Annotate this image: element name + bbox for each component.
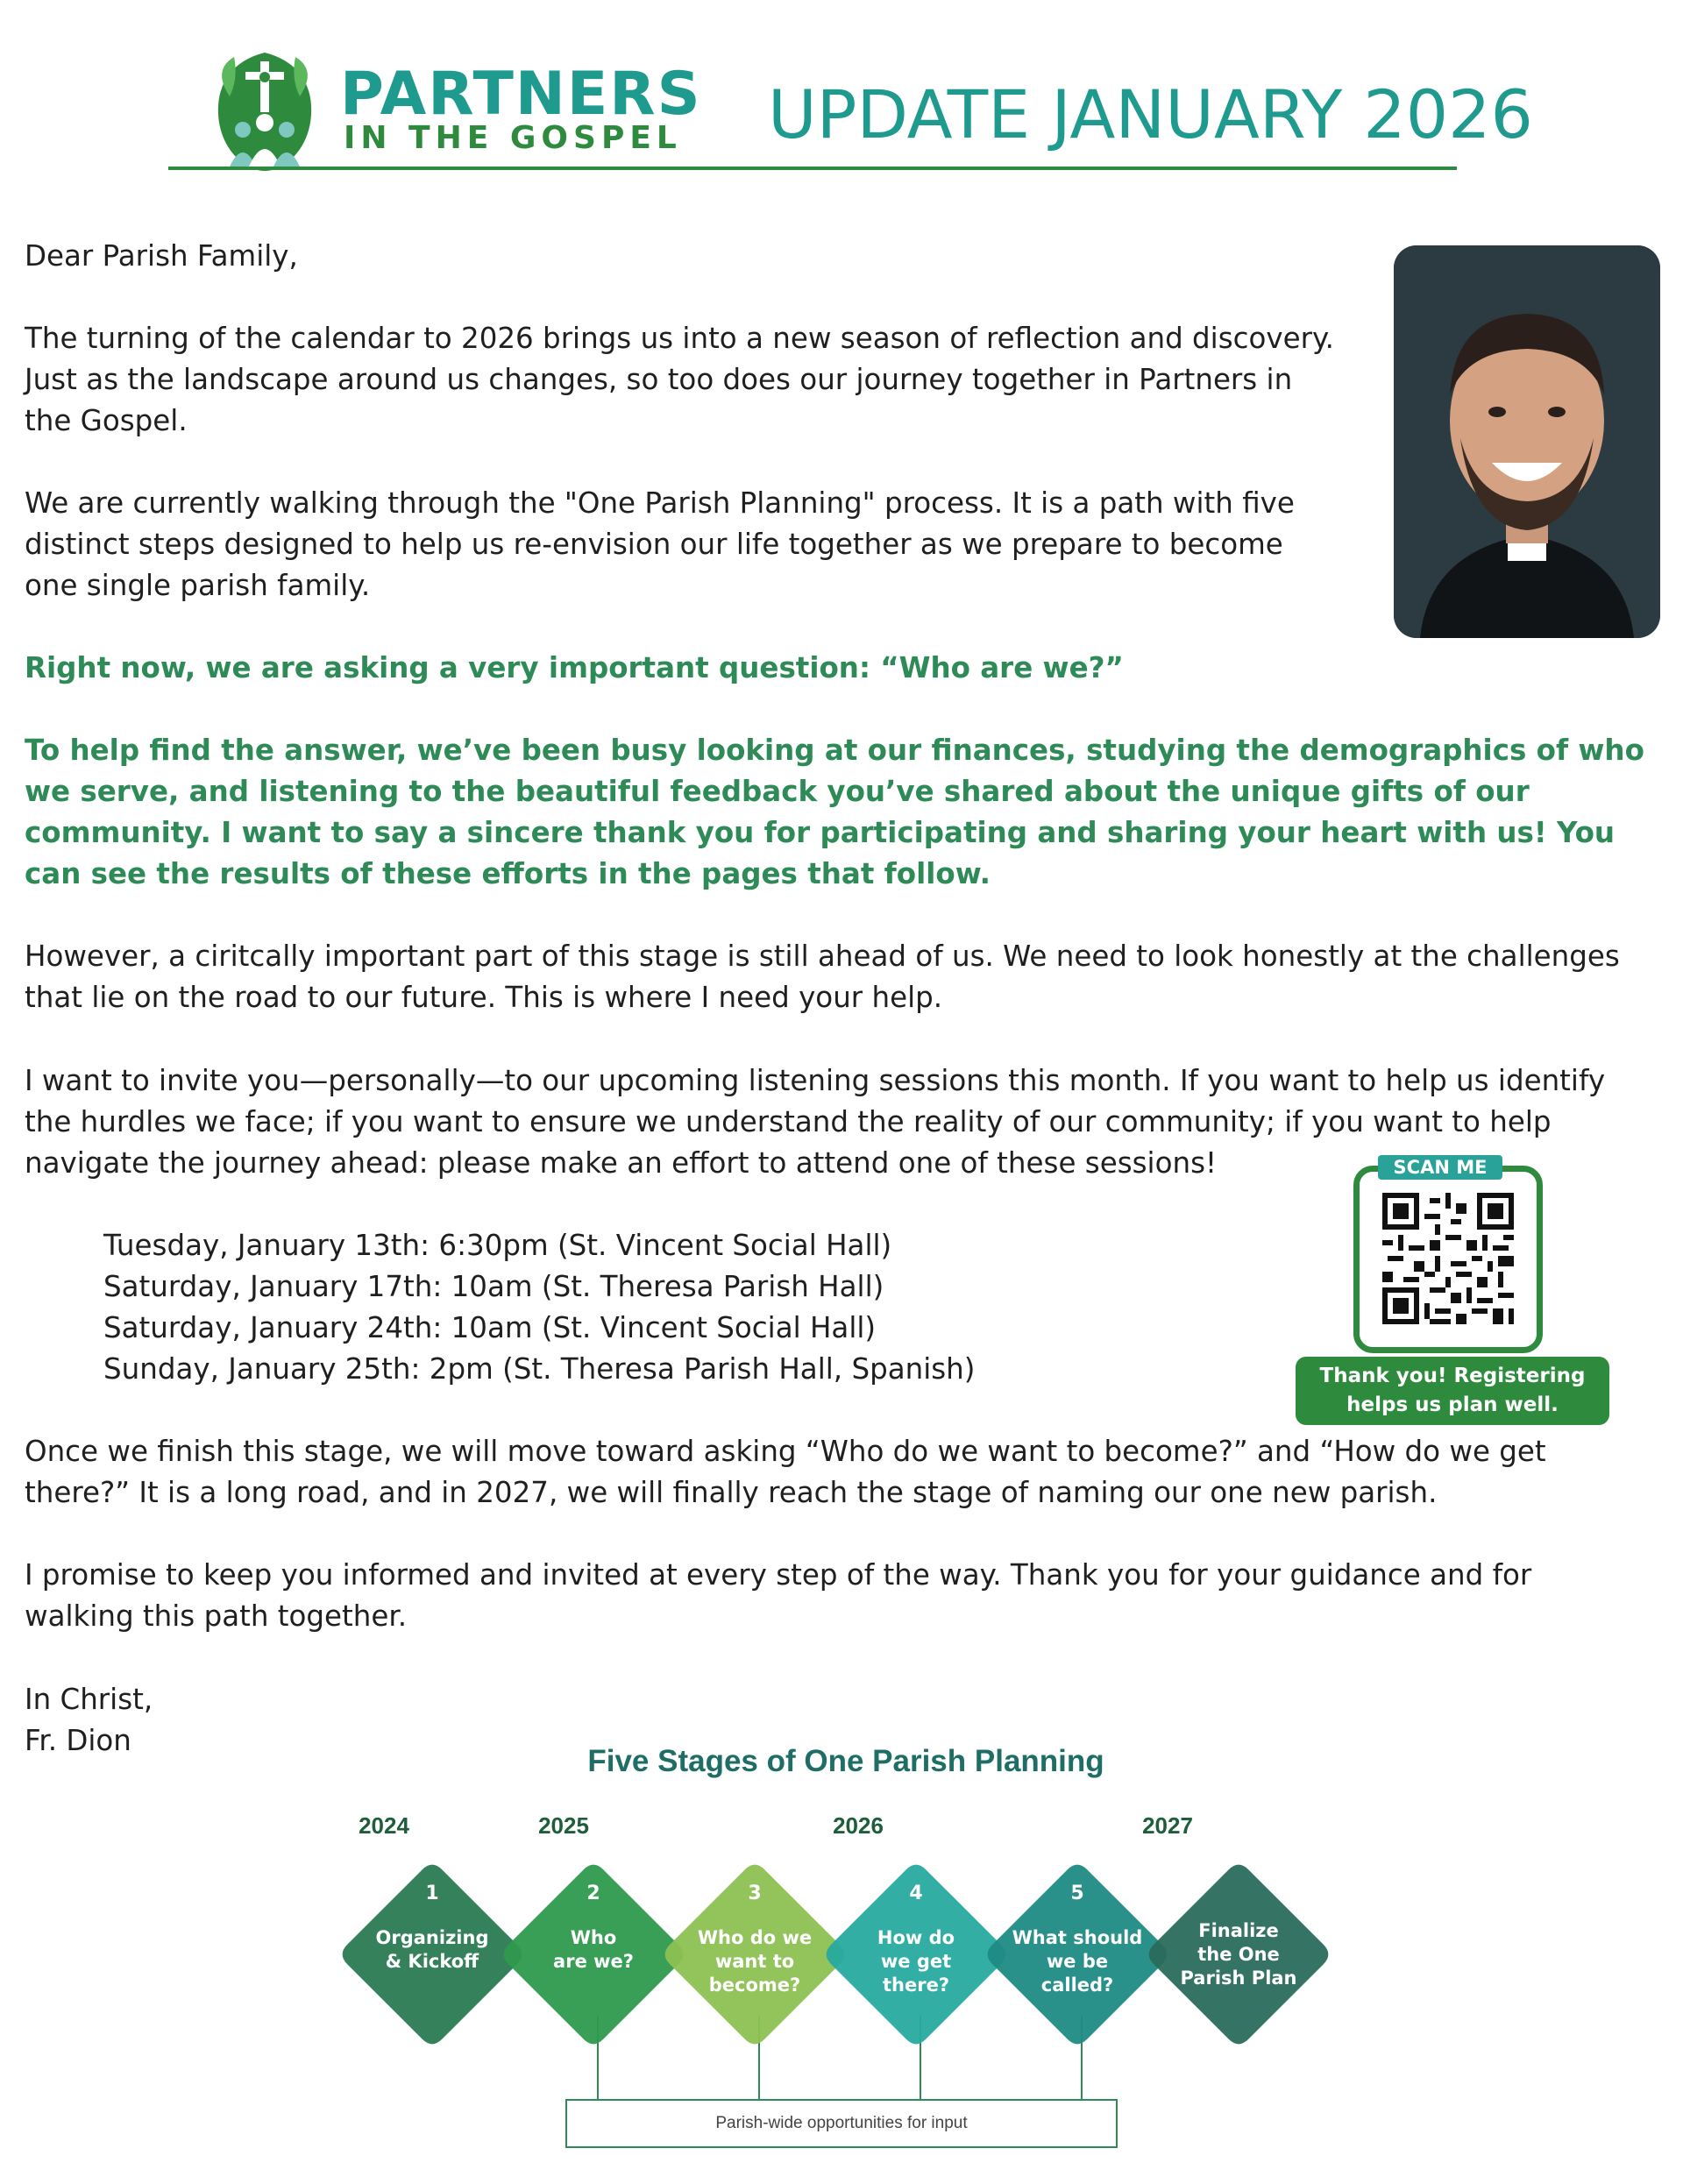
diagram-title: Five Stages of One Parish Planning xyxy=(587,1744,1104,1778)
letter-signature: Fr. Dion xyxy=(25,1724,131,1757)
session-item: Saturday, January 17th: 10am (St. Theresa Parish Hall) xyxy=(103,1270,884,1303)
stage-number: 4 xyxy=(909,1883,923,1904)
stage-label-line: the One xyxy=(1197,1944,1280,1965)
qr-caption-line: helps us plan well. xyxy=(1346,1393,1559,1416)
qr-caption-line: Thank you! Registering xyxy=(1319,1365,1586,1387)
letter-paragraph-4-highlight: To help find the answer, we’ve been busy looking at our finances, studying the demographics of who we serve, and listening to the beautiful feedback you’ve shared about the unique gifts of our community. I want to say a sincere thank you for participating and sharing your heart with us! You can see the results of these efforts in the pages that follow. xyxy=(25,734,1644,890)
stage-label-line: there? xyxy=(882,1975,949,1996)
qr-caption-badge xyxy=(1296,1357,1609,1425)
stage-label-line: How do xyxy=(877,1927,955,1948)
letter-greeting: Dear Parish Family, xyxy=(25,239,298,273)
qr-code-frame[interactable] xyxy=(1353,1166,1543,1353)
stage-number: 2 xyxy=(586,1883,600,1904)
stage-label-line: are we? xyxy=(553,1951,634,1972)
stage-label xyxy=(362,1926,502,1974)
letter-paragraph-8: I promise to keep you informed and invited at every step of the way. Thank you for your guidance and for walking this path together. xyxy=(25,1558,1532,1633)
session-item: Saturday, January 24th: 10am (St. Vincent Social Hall) xyxy=(103,1311,877,1344)
stage-label-line: want to xyxy=(714,1951,795,1972)
stage-label-line: Finalize xyxy=(1198,1920,1279,1941)
stage-label-line: What should xyxy=(1012,1927,1143,1948)
session-item: Sunday, January 25th: 2pm (St. Theresa Parish Hall, Spanish) xyxy=(103,1352,976,1386)
stage-label-line: Organizing xyxy=(375,1927,489,1948)
letter-paragraph-3-highlight: Right now, we are asking a very important question: “Who are we?” xyxy=(25,651,1124,684)
year-label-2026: 2026 xyxy=(833,1812,884,1839)
stage-label xyxy=(1168,1919,1309,1990)
letter-paragraph-6: I want to invite you—personally—to our upcoming listening sessions this month. If you want to help us identify the hurdles we face; if you want to ensure we understand the reality of our community; if you want to help navigate the journey ahead: please make an effort to attend one of these sessions! xyxy=(25,1064,1606,1180)
stage-number: 1 xyxy=(425,1883,439,1904)
year-label-2024: 2024 xyxy=(359,1812,409,1839)
year-label-2025: 2025 xyxy=(538,1812,589,1839)
letter-paragraph-5: However, a ciritcally important part of this stage is still ahead of us. We need to look honestly at the challenges that lie on the road to our future. This is where I need your help. xyxy=(25,940,1620,1014)
stage-label-line: Who xyxy=(570,1927,617,1948)
stage-label xyxy=(1007,1926,1147,1997)
session-item: Tuesday, January 13th: 6:30pm (St. Vincent Social Hall) xyxy=(103,1229,892,1262)
header-divider xyxy=(168,167,1457,170)
stage-label xyxy=(846,1926,986,1997)
letter-closing: In Christ, xyxy=(25,1683,153,1716)
qr-code-icon[interactable] xyxy=(1382,1193,1514,1324)
letter-paragraph-1: The turning of the calendar to 2026 brings us into a new season of reflection and discovery. Just as the landscape around us changes, so too does our journey together in Partners in the Gospel. xyxy=(25,322,1334,437)
partners-logo-emblem xyxy=(195,35,335,175)
logo-partners-text: PARTNERS xyxy=(340,60,702,129)
stage-label-line: become? xyxy=(708,1975,801,1996)
year-label-2027: 2027 xyxy=(1142,1812,1193,1839)
parish-input-box: Parish-wide opportunities for input xyxy=(565,2099,1118,2148)
stage-label-line: & Kickoff xyxy=(385,1951,479,1972)
letter-paragraph-2: We are currently walking through the "One Parish Planning" process. It is a path with five distinct steps designed to help us re-envision our life together as we prepare to become one single parish family. xyxy=(25,486,1295,602)
scan-me-label: SCAN ME xyxy=(1378,1155,1502,1180)
stage-label xyxy=(685,1926,825,1997)
stage-number: 5 xyxy=(1070,1883,1084,1904)
logo-gospel-text: IN THE GOSPEL xyxy=(344,120,682,156)
stage-label-line: Who do we xyxy=(697,1927,813,1948)
stage-number: 3 xyxy=(748,1883,762,1904)
letter-paragraph-7: Once we finish this stage, we will move toward asking “Who do we want to become?” and “How do we get there?” It is a long road, and in 2027, we will finally reach the stage of naming our one new parish. xyxy=(25,1435,1546,1509)
page-title: UPDATE JANUARY 2026 xyxy=(768,75,1533,153)
pastor-portrait xyxy=(1394,245,1660,638)
stage-label-line: we get xyxy=(880,1951,952,1972)
stage-label xyxy=(523,1926,664,1974)
stage-label-line: we be xyxy=(1046,1951,1109,1972)
stage-label-line: Parish Plan xyxy=(1180,1968,1297,1989)
stage-label-line: called? xyxy=(1040,1975,1114,1996)
